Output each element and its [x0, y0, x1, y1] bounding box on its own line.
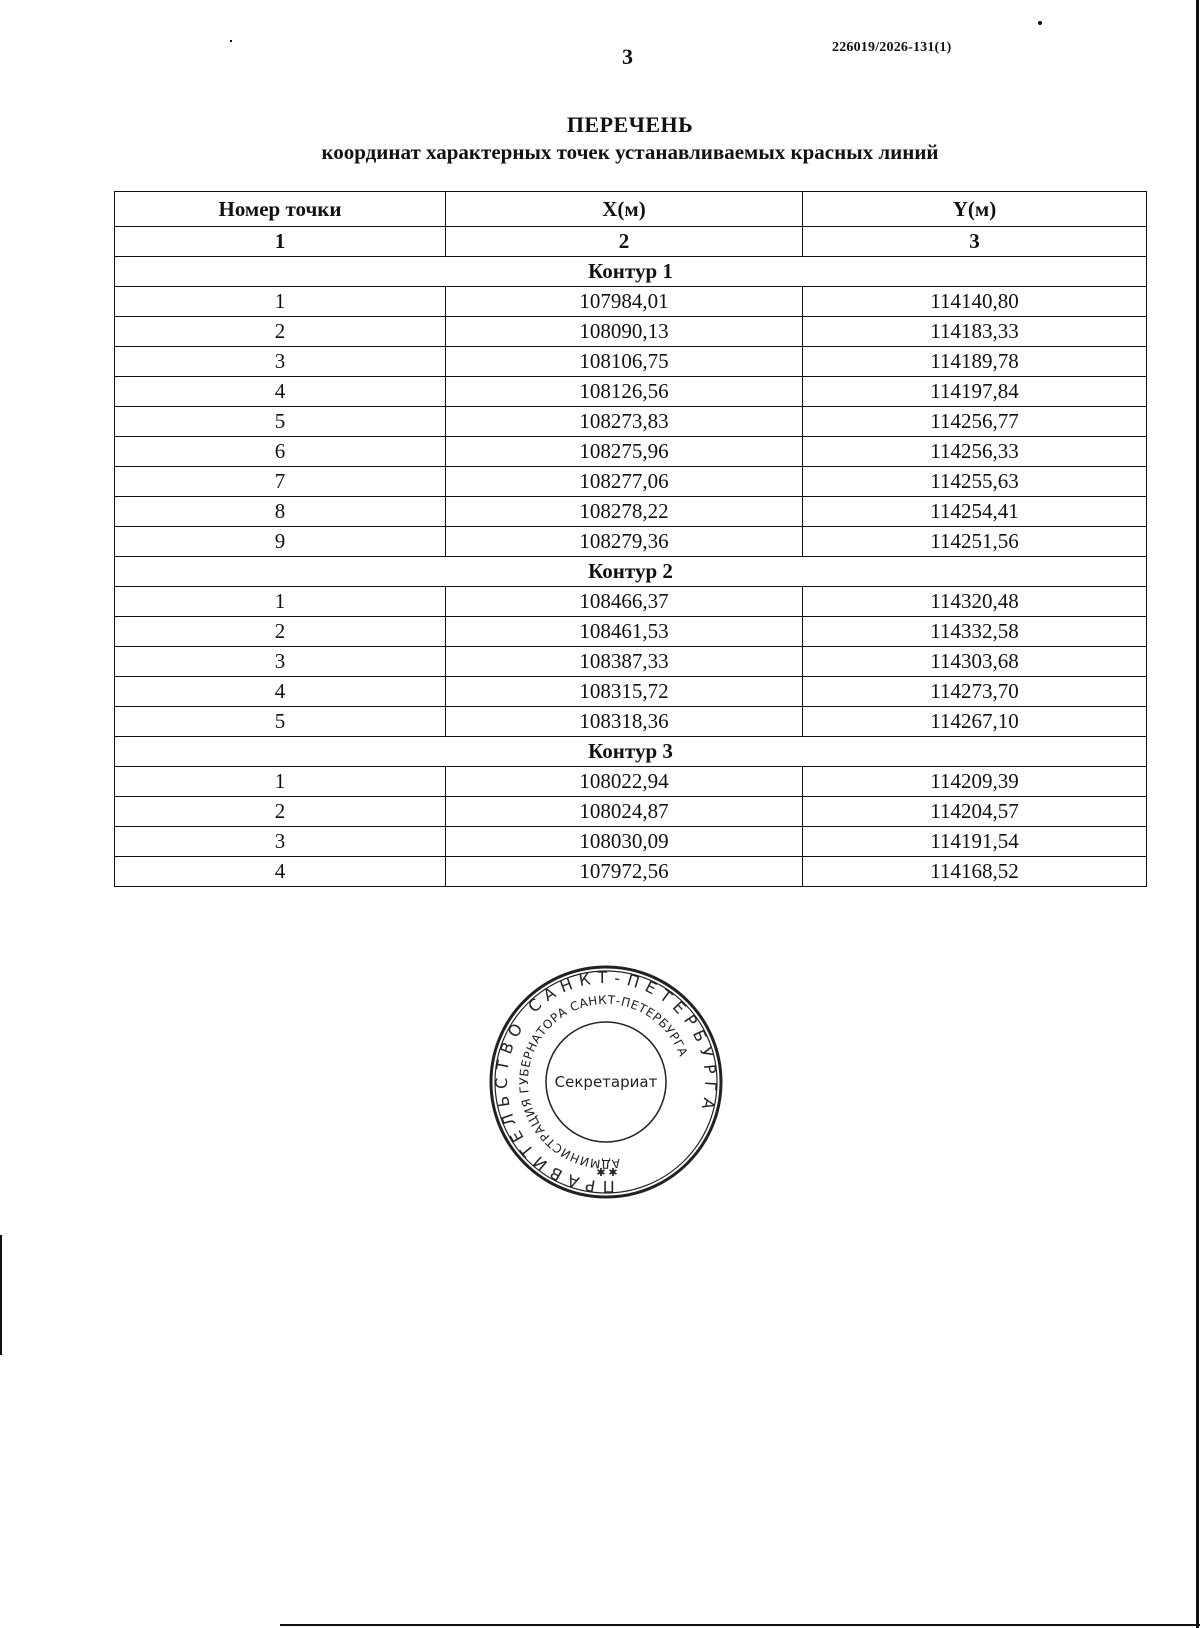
table-row [115, 407, 1147, 437]
document-subtitle: координат характерных точек устанавливаемых красных линий [321, 140, 939, 164]
x-coordinate-cell: 108466,37 [446, 587, 803, 617]
y-coordinate-cell: 114303,68 [803, 647, 1147, 677]
point-number-cell: 3 [115, 827, 446, 857]
y-coordinate-cell: 114254,41 [803, 497, 1147, 527]
y-coordinate-cell: 114320,48 [803, 587, 1147, 617]
y-coordinate-cell: 114267,10 [803, 707, 1147, 737]
y-coordinate-cell: 114197,84 [803, 377, 1147, 407]
table-row [115, 617, 1147, 647]
contour-label: Контур 1 [115, 257, 1147, 287]
x-coordinate-cell: 108024,87 [446, 797, 803, 827]
y-coordinate-cell: 114209,39 [803, 767, 1147, 797]
y-coordinate-cell: 114189,78 [803, 347, 1147, 377]
x-coordinate-cell: 108022,94 [446, 767, 803, 797]
point-number-cell: 5 [115, 407, 446, 437]
y-coordinate-cell: 114204,57 [803, 797, 1147, 827]
table-row [115, 287, 1147, 317]
seal-center-text: Секретариат [554, 1073, 658, 1091]
x-coordinate-cell: 108030,09 [446, 827, 803, 857]
x-coordinate-cell: 108278,22 [446, 497, 803, 527]
seal-inner-text: АДМИНИСТРАЦИЯ ГУБЕРНАТОРА САНКТ-ПЕТЕРБУРГА [516, 992, 691, 1172]
column-number-row [115, 227, 1147, 257]
point-number-cell: 1 [115, 587, 446, 617]
x-coordinate-cell: 108106,75 [446, 347, 803, 377]
seal-star-left-icon: ✱ [596, 1167, 606, 1179]
header-point-number: Номер точки [115, 192, 446, 227]
contour-label: Контур 3 [115, 737, 1147, 767]
table-row [115, 317, 1147, 347]
scan-mark-top-right [1038, 21, 1042, 25]
point-number-cell: 4 [115, 377, 446, 407]
x-coordinate-cell: 108090,13 [446, 317, 803, 347]
contour-label: Контур 2 [115, 557, 1147, 587]
seal-star-right-icon: ✱ [608, 1167, 618, 1179]
x-coordinate-cell: 108273,83 [446, 407, 803, 437]
table-body [115, 257, 1147, 887]
point-number-cell: 1 [115, 767, 446, 797]
official-seal [489, 965, 723, 1199]
table-row [115, 647, 1147, 677]
column-number-1: 1 [115, 227, 446, 257]
table-row [115, 707, 1147, 737]
scan-mark-top-left [230, 40, 232, 42]
x-coordinate-cell: 108277,06 [446, 467, 803, 497]
table-row [115, 377, 1147, 407]
y-coordinate-cell: 114332,58 [803, 617, 1147, 647]
scan-mark-right-edge [1196, 0, 1199, 1628]
column-number-3: 3 [803, 227, 1147, 257]
point-number-cell: 5 [115, 707, 446, 737]
table-row [115, 587, 1147, 617]
point-number-cell: 9 [115, 527, 446, 557]
column-number-2: 2 [446, 227, 803, 257]
x-coordinate-cell: 107984,01 [446, 287, 803, 317]
x-coordinate-cell: 108387,33 [446, 647, 803, 677]
y-coordinate-cell: 114168,52 [803, 857, 1147, 887]
point-number-cell: 3 [115, 647, 446, 677]
y-coordinate-cell: 114183,33 [803, 317, 1147, 347]
x-coordinate-cell: 108275,96 [446, 437, 803, 467]
x-coordinate-cell: 107972,56 [446, 857, 803, 887]
table-header-row [115, 192, 1147, 227]
point-number-cell: 8 [115, 497, 446, 527]
point-number-cell: 4 [115, 677, 446, 707]
y-coordinate-cell: 114191,54 [803, 827, 1147, 857]
contour-header-row [115, 737, 1147, 767]
point-number-cell: 4 [115, 857, 446, 887]
header-x: X(м) [446, 192, 803, 227]
scan-mark-left-edge [0, 1235, 2, 1355]
y-coordinate-cell: 114255,63 [803, 467, 1147, 497]
document-title: ПЕРЕЧЕНЬ [566, 112, 694, 137]
point-number-cell: 2 [115, 617, 446, 647]
x-coordinate-cell: 108279,36 [446, 527, 803, 557]
table-row [115, 497, 1147, 527]
y-coordinate-cell: 114256,77 [803, 407, 1147, 437]
x-coordinate-cell: 108315,72 [446, 677, 803, 707]
table-row [115, 677, 1147, 707]
document-id: 226019/2026-131(1) [832, 40, 952, 55]
page-number: 3 [622, 44, 633, 69]
x-coordinate-cell: 108461,53 [446, 617, 803, 647]
table-row [115, 467, 1147, 497]
point-number-cell: 7 [115, 467, 446, 497]
table-row [115, 857, 1147, 887]
table-row [115, 767, 1147, 797]
x-coordinate-cell: 108318,36 [446, 707, 803, 737]
contour-header-row [115, 557, 1147, 587]
table-row [115, 527, 1147, 557]
contour-header-row [115, 257, 1147, 287]
point-number-cell: 2 [115, 797, 446, 827]
scan-mark-bottom-edge [280, 1624, 1200, 1626]
table-row [115, 827, 1147, 857]
point-number-cell: 1 [115, 287, 446, 317]
point-number-cell: 2 [115, 317, 446, 347]
y-coordinate-cell: 114273,70 [803, 677, 1147, 707]
x-coordinate-cell: 108126,56 [446, 377, 803, 407]
coordinates-table [114, 191, 1147, 887]
y-coordinate-cell: 114256,33 [803, 437, 1147, 467]
table-row [115, 797, 1147, 827]
seal-outer-text: ПРАВИТЕЛЬСТВО САНКТ-ПЕТЕРБУРГА [491, 967, 721, 1197]
header-y: Y(м) [803, 192, 1147, 227]
y-coordinate-cell: 114140,80 [803, 287, 1147, 317]
y-coordinate-cell: 114251,56 [803, 527, 1147, 557]
point-number-cell: 6 [115, 437, 446, 467]
point-number-cell: 3 [115, 347, 446, 377]
table-row [115, 437, 1147, 467]
table-row [115, 347, 1147, 377]
